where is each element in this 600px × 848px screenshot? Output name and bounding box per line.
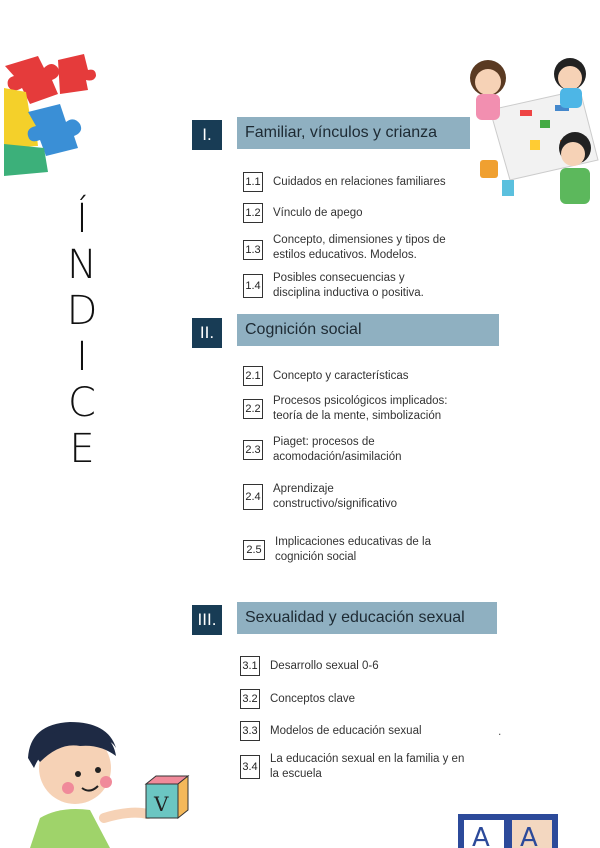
- list-item[interactable]: [243, 233, 463, 263]
- block-letter: V: [154, 792, 169, 816]
- title-letter: D: [66, 288, 98, 334]
- item-label: Cuidados en relaciones familiares: [273, 175, 446, 188]
- children-playing-illustration: [460, 50, 600, 210]
- list-item[interactable]: [243, 366, 473, 386]
- section-1-number: I.: [192, 120, 222, 150]
- puzzle-pieces-illustration: [0, 48, 100, 178]
- item-number: 3.4: [240, 755, 260, 779]
- title-letter: N: [67, 242, 97, 288]
- item-label: Desarrollo sexual 0-6: [270, 659, 379, 672]
- list-item[interactable]: [240, 689, 470, 709]
- section-1-title: Familiar, vínculos y crianza: [237, 117, 470, 149]
- title-letter: Í: [76, 196, 88, 242]
- item-label: Piaget: procesos de acomodación/asimilación: [273, 436, 402, 463]
- item-number: 1.1: [243, 172, 263, 192]
- list-item[interactable]: [240, 752, 470, 782]
- item-number: 3.3: [240, 721, 260, 741]
- item-number: 2.4: [243, 484, 263, 510]
- item-number: 2.2: [243, 399, 263, 419]
- item-label: Conceptos clave: [270, 692, 356, 705]
- list-item[interactable]: [243, 535, 455, 565]
- list-item[interactable]: [243, 271, 453, 301]
- item-number: 2.3: [243, 440, 263, 460]
- item-label: La educación sexual en la familia y en la escuela: [270, 753, 465, 780]
- section-3-number: III.: [192, 605, 222, 635]
- list-item[interactable]: [240, 721, 470, 741]
- item-label: Concepto, dimensiones y tipos de estilos educativos. Modelos.: [273, 234, 446, 261]
- list-item[interactable]: [243, 203, 473, 223]
- item-label: Posibles consecuencias y disciplina inductiva o positiva.: [273, 272, 424, 299]
- list-item[interactable]: [243, 435, 443, 465]
- list-item[interactable]: [243, 394, 473, 424]
- item-label: Aprendizaje constructivo/significativo: [273, 483, 397, 510]
- item-label: Vínculo de apego: [273, 206, 363, 219]
- title-letter: E: [69, 426, 95, 472]
- title-letter: I: [76, 334, 88, 380]
- item-label: Implicaciones educativas de la cognición social: [275, 536, 431, 563]
- letter-blocks-illustration: [456, 812, 560, 848]
- item-number: 3.1: [240, 656, 260, 676]
- item-label: Procesos psicológicos implicados: teoría de la mente, simbolización: [273, 395, 448, 422]
- boy-with-block-illustration: [20, 718, 190, 848]
- section-2-title: Cognición social: [237, 314, 499, 346]
- item-number: 1.4: [243, 274, 263, 298]
- box-letter: A: [472, 823, 490, 848]
- stray-dot: .: [498, 724, 502, 738]
- list-item[interactable]: [243, 482, 423, 512]
- item-label: Concepto y características: [273, 369, 409, 382]
- item-number: 3.2: [240, 689, 260, 709]
- section-2-number: II.: [192, 318, 222, 348]
- index-title: [60, 196, 104, 472]
- item-number: 1.3: [243, 240, 263, 260]
- list-item[interactable]: [243, 172, 473, 192]
- item-number: 2.5: [243, 540, 265, 560]
- section-3-title: Sexualidad y educación sexual: [237, 602, 497, 634]
- item-label: Modelos de educación sexual: [270, 724, 422, 737]
- list-item[interactable]: [240, 656, 470, 676]
- title-letter: C: [68, 380, 96, 426]
- item-number: 1.2: [243, 203, 263, 223]
- box-letter: A: [520, 823, 538, 848]
- item-number: 2.1: [243, 366, 263, 386]
